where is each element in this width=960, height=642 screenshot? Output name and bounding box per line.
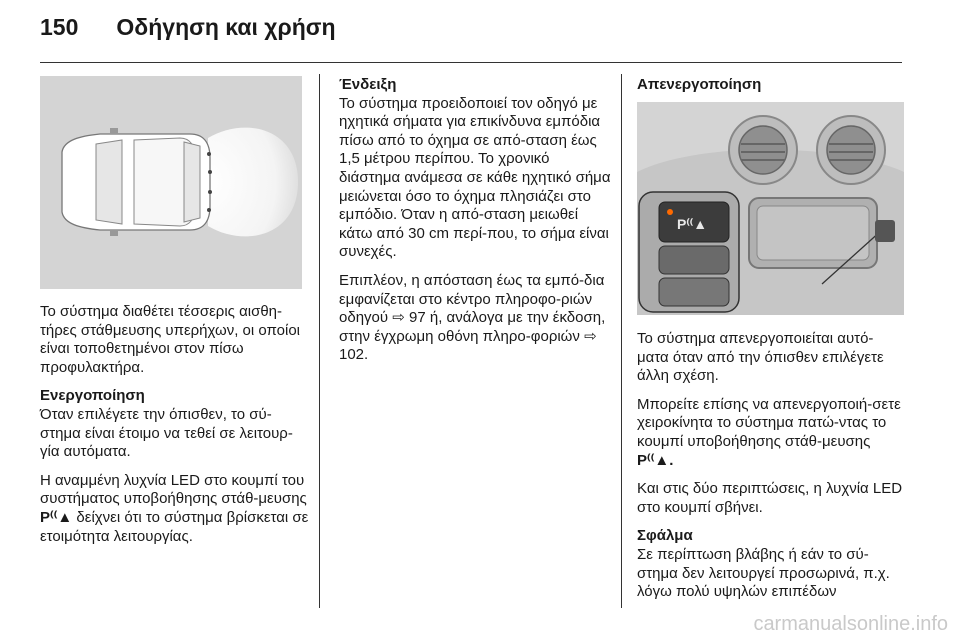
car-top-view-illustration <box>40 76 302 289</box>
more-text-mid: ή, ανάλογα με την έκδοση, στην έγχρωμη οθόνη πληρο-φοριών <box>339 309 606 345</box>
column-2 <box>339 76 611 375</box>
parking-sensor-figure <box>40 76 302 289</box>
indication-paragraph: Το σύστημα προειδοποιεί τον οδηγό με ηχητικά σήματα για επικίνδυνα εμπόδια πίσω από το όχημα σε από-σταση έως 1,5 μέτρου περίπου. Το χρονικό διάστημα ανάμεσα σε κάθε ηχητικό σήμα μειώνεται όσο το όχημα πλησιάζει στο εμπόδιο. Όταν η από-σταση μειωθεί κάτω από 30 cm περί-που, το σήμα είναι συνεχές. <box>339 94 611 261</box>
sensor-beam-zone <box>208 128 298 237</box>
sensor-dot <box>207 208 211 212</box>
parking-assist-symbol: P⁽⁽▲ <box>40 508 73 526</box>
led-text-before: Η αναμμένη λυχνία LED στο κουμπί του συστήματος υποβοήθησης στάθ-μευσης <box>40 471 307 508</box>
column-3-heading-block <box>637 76 905 95</box>
column-divider-2 <box>621 74 622 608</box>
parking-button-small <box>875 220 895 242</box>
sensor-dot <box>207 152 211 156</box>
dashboard-illustration <box>637 102 904 315</box>
led-paragraph <box>40 472 310 546</box>
dashboard-button-figure <box>637 102 904 315</box>
page-number: 150 <box>40 14 79 40</box>
more-paragraph <box>339 272 611 365</box>
activation-paragraph: Όταν επιλέγετε την όπισθεν, το σύ-στημα είναι έτοιμο να τεθεί σε λειτουρ-γία αυτόματα. <box>40 405 293 461</box>
page-header <box>40 14 336 41</box>
air-vent-right-icon <box>817 116 885 184</box>
heading-deactivation: Απενεργοποίηση <box>637 76 762 93</box>
watermark: carmanualsonline.info <box>753 613 948 635</box>
car-icon <box>62 128 210 236</box>
page-reference-97: ⇨ 97 <box>392 309 426 327</box>
heading-activation: Ενεργοποίηση <box>40 387 145 405</box>
page-reference-102: ⇨ 102. <box>339 327 597 364</box>
manual-text-before: Μπορείτε επίσης να απενεργοποιή-σετε χειροκίνητα το σύστημα πατώ-ντας το κουμπί υποβοήθησης στάθ-μευσης <box>637 395 901 450</box>
heading-indication: Ένδειξη <box>339 76 397 93</box>
air-vent-left-icon <box>729 116 797 184</box>
parking-assist-icon: P⁽⁽▲ <box>677 216 708 232</box>
led-text-after: δείχνει ότι το σύστημα βρίσκεται σε ετοιμότητα λειτουργίας. <box>40 508 309 545</box>
sensor-dot <box>208 190 212 194</box>
page-title: Οδήγηση και χρήση <box>116 14 336 40</box>
deactivation-paragraph: Το σύστημα απενεργοποιείται αυτό-ματα όταν από την όπισθεν επιλέγετε άλλη σχέση. <box>637 330 884 385</box>
manual-paragraph <box>637 396 905 470</box>
fault-paragraph: Σε περίπτωση βλάβης ή εάν το σύ-στημα δεν λειτουργεί προσωρινά, π.χ. λόγω πολύ υψηλών επιπέδων <box>637 545 890 601</box>
both-paragraph: Και στις δύο περιπτώσεις, η λυχνία LED στο κουμπί σβήνει. <box>637 480 903 516</box>
led-indicator <box>667 209 673 215</box>
intro-paragraph: Το σύστημα διαθέτει τέσσερις αισθη-τήρες στάθμευσης υπερήχων, οι οποίοι είναι τοποθετημένοι στον πίσω προφυλακτήρα. <box>40 303 300 376</box>
header-rule <box>40 62 902 63</box>
column-divider-1 <box>319 74 320 608</box>
more-text-before: Επιπλέον, η απόσταση έως τα εμπό-δια εμφανίζεται στο κέντρο πληροφο-ριών οδηγού <box>339 271 605 327</box>
button-zoom-inset <box>639 192 739 312</box>
parking-assist-symbol: P⁽⁽▲. <box>637 451 674 469</box>
heading-fault: Σφάλμα <box>637 527 693 545</box>
sensor-dot <box>208 170 212 174</box>
column-1 <box>40 303 310 556</box>
column-3 <box>637 330 905 612</box>
